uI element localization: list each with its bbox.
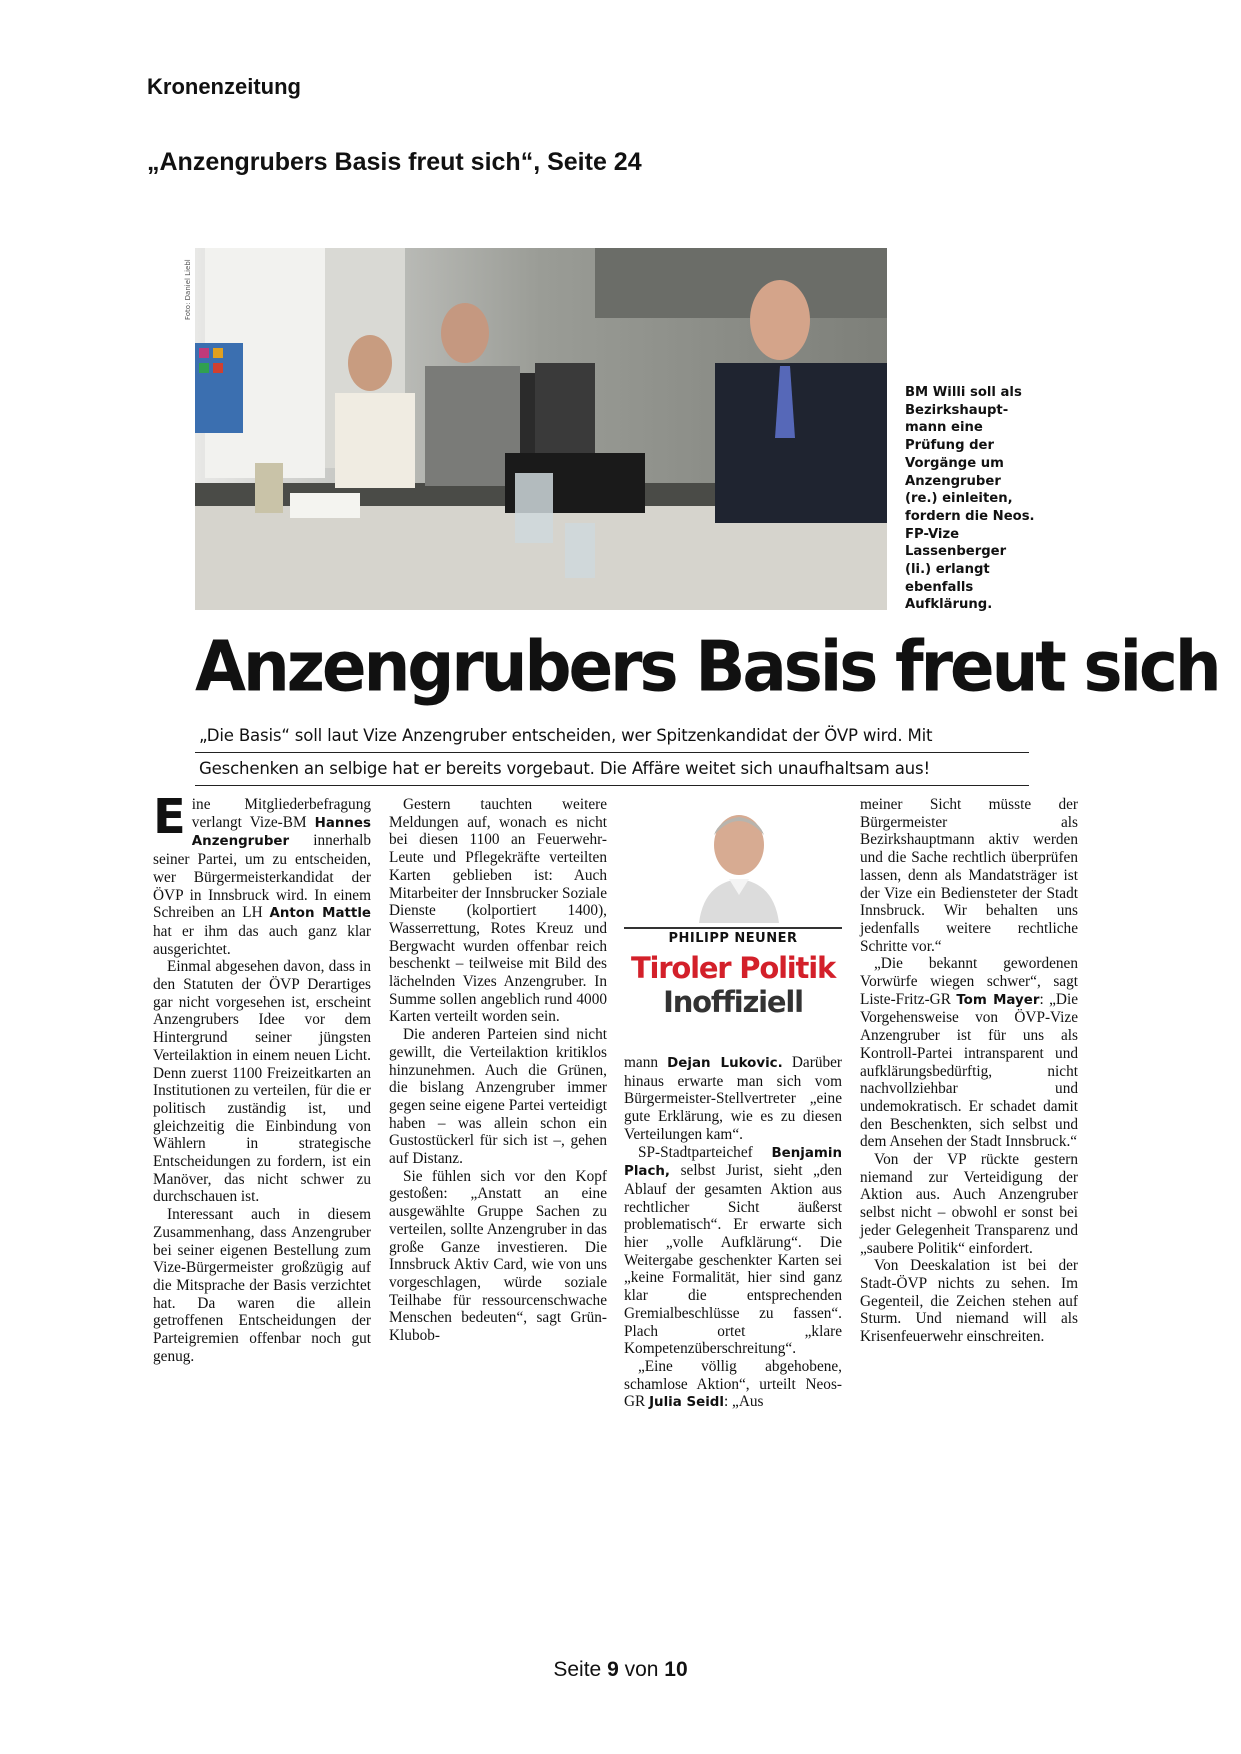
columnist-box bbox=[624, 805, 842, 1037]
document-title: „Anzengrubers Basis freut sich“, Seite 24 bbox=[147, 148, 642, 176]
drop-cap: E bbox=[153, 789, 186, 845]
paragraph: SP-Stadtparteichef Benjamin Plach, selbst Jurist, sieht „den Ablauf der gesamten Aktion aus rechtlicher Sicht äußerst problematisch“. Er erwarte sich hier „volle Aufklärung“. Die Weitergabe geschenkter Karten sei „keine Formalität, hier sind ganz klar die entsprechenden Gremialbeschlüsse zu fassen“. Plach ortet „klare Kompetenzüberschreitung“. bbox=[624, 1143, 842, 1358]
article-column-3 bbox=[624, 1054, 842, 1412]
article-column-1 bbox=[153, 789, 371, 1366]
person-name: Julia Seidl bbox=[649, 1395, 724, 1411]
paragraph: Interessant auch in diesem Zusammenhang, dass Anzengruber bei seiner eigenen Bestellung zum Vize-Bürgermeister großzügig auf die Mitsprache der Basis verzichtet hat. Da waren die allein getroffenen Entscheidungen der Parteigremien offenbar noch gut genug. bbox=[153, 1206, 371, 1365]
column-kicker: Tiroler Politik bbox=[630, 951, 836, 985]
person-name: Anton Mattle bbox=[269, 906, 371, 922]
publication-name: Kronenzeitung bbox=[147, 74, 301, 99]
paragraph: Sie fühlen sich vor den Kopf gestoßen: „Anstatt an eine ausgewählte Gruppe Sachen zu verteilen, sollte Anzengruber in das große Ganze investieren. Die Innsbruck Aktiv Card, wie von uns vorgeschlagen, würde soziale Teilhabe für ressourcenschwache Menschen bedeuten“, sagt Grün-Klubob- bbox=[389, 1167, 607, 1345]
paragraph: „Eine völlig abgehobene, schamlose Aktion“, urteilt Neos-GR Julia Seidl: „Aus bbox=[624, 1357, 842, 1411]
subhead-line-2: Geschenken an selbige hat er bereits vorgebaut. Die Affäre weitet sich unaufhaltsam aus! bbox=[195, 753, 1029, 786]
page-total: 10 bbox=[664, 1658, 688, 1681]
photo-credit: Foto: Daniel Liebl bbox=[184, 259, 192, 320]
paragraph: Von Deeskalation ist bei der Stadt-ÖVP nichts zu sehen. Im Gegenteil, die Zeichen stehen auf Sturm. Und niemand will als Krisenfeuerwehr einschreiten. bbox=[860, 1257, 1078, 1346]
subhead-line-1: „Die Basis“ soll laut Vize Anzengruber entscheiden, wer Spitzenkandidat der ÖVP wird. Mit bbox=[195, 720, 1029, 753]
paragraph: Die anderen Parteien sind nicht gewillt, die Verteilaktion kritiklos hinzunehmen. Auch die Grünen, die bislang Anzengruber immer gegen seine eigene Partei verteidigt haben – was allein schon ein Gustostückerl für sich ist –, gehen auf Distanz. bbox=[389, 1026, 607, 1168]
divider bbox=[624, 927, 842, 929]
person-name: Hannes Anzengruber bbox=[191, 815, 371, 850]
paragraph: Von der VP rückte gestern niemand zur Verteidigung der Aktion aus. Auch Anzengruber selbst nicht – obwohl er sonst bei jeder Gelegenheit Transparenz und „saubere Politik“ einfordert. bbox=[860, 1151, 1078, 1257]
article-headline: Anzengrubers Basis freut sich bbox=[195, 626, 1219, 708]
page-number: 9 bbox=[607, 1658, 619, 1681]
article-subhead bbox=[195, 720, 1029, 786]
paragraph: Gestern tauchten weitere Meldungen auf, wonach es nicht bei diesen 1100 an Feuerwehr-Leute und Pflegekräfte verteilten Karten geblieben ist: Auch Mitarbeiter der Innsbrucker Soziale Dienste (kolportiert 1400), Wasserrettung, Rotes Kreuz und Bergwacht wurden offenbar reich beschenkt – teilweise mit Bild des lächelnden Vizes Anzengruber. In Summe sollen angeblich rund 4000 Karten verteilt worden sein. bbox=[389, 796, 607, 1026]
paragraph: Eine Mitgliederbefragung verlangt Vize-BM Hannes Anzengruber innerhalb seiner Partei, um zu entscheiden, wer Bürgermeisterkandidat der ÖVP in Innsbruck wird. In einem Schreiben an LH Anton Mattle hat er ihm das auch ganz klar ausgerichtet. bbox=[153, 789, 371, 958]
person-name: Benjamin Plach, bbox=[624, 1145, 842, 1180]
article-column-2 bbox=[389, 796, 607, 1345]
person-name: Tom Mayer bbox=[956, 992, 1040, 1008]
article-column-4 bbox=[860, 796, 1078, 1346]
paragraph: Einmal abgesehen davon, dass in den Statuten der ÖVP Derartiges gar nicht vorgesehen ist, erscheint Anzengrubers Idee vor dem Hintergrund seiner jüngsten Verteilaktion in einem neuen Licht. Denn zuerst 1100 Freizeitkarten an Institutionen zu verteilen, für die er politisch zuständig ist, und gleichzeitig die Einbindung von Wählern in strategische Entscheidungen zu fordern, ist ein Manöver, das nicht schwer zu durchschauen ist. bbox=[153, 958, 371, 1206]
column-kicker-sub: Inoffiziell bbox=[663, 985, 803, 1019]
author-portrait bbox=[694, 805, 784, 923]
photo-caption: BM Willi soll als Bezirkshaupt-mann eine Prüfung der Vorgänge um Anzengruber (re.) einleiten, fordern die Neos. FP-Vize Lassenberger (li.) erlangt ebenfalls Aufklärung. bbox=[905, 385, 1035, 613]
author-name: PHILIPP NEUNER bbox=[668, 931, 798, 946]
paragraph: mann Dejan Lukovic. Darüber hinaus erwarte man sich vom Bürgermeister-Stellvertreter „eine gute Erklärung, wie es zu diesen Verteilungen kam“. bbox=[624, 1054, 842, 1143]
person-name: Dejan Lukovic. bbox=[667, 1056, 783, 1071]
page-footer: Seite 9 von 10 bbox=[553, 1658, 688, 1681]
article-photo bbox=[195, 248, 887, 610]
paragraph: „Die bekannt gewordenen Vorwürfe wiegen schwer“, sagt Liste-Fritz-GR Tom Mayer: „Die Vorgehensweise von ÖVP-Vize Anzengruber ist für uns als Kontroll-Partei intransparent und aufklärungsbedürftig, nicht nachvollziehbar und undemokratisch. Er schadet damit den Beschenkten, sich selbst und dem Ansehen der Stadt Innsbruck.“ bbox=[860, 955, 1078, 1151]
paragraph: meiner Sicht müsste der Bürgermeister als Bezirkshauptmann aktiv werden und die Sache rechtlich überprüfen lassen, denn als Mandatsträger ist der Vize ein Bediensteter der Stadt Innsbruck. Wir behalten uns jedenfalls weitere rechtliche Schritte vor.“ bbox=[860, 796, 1078, 955]
